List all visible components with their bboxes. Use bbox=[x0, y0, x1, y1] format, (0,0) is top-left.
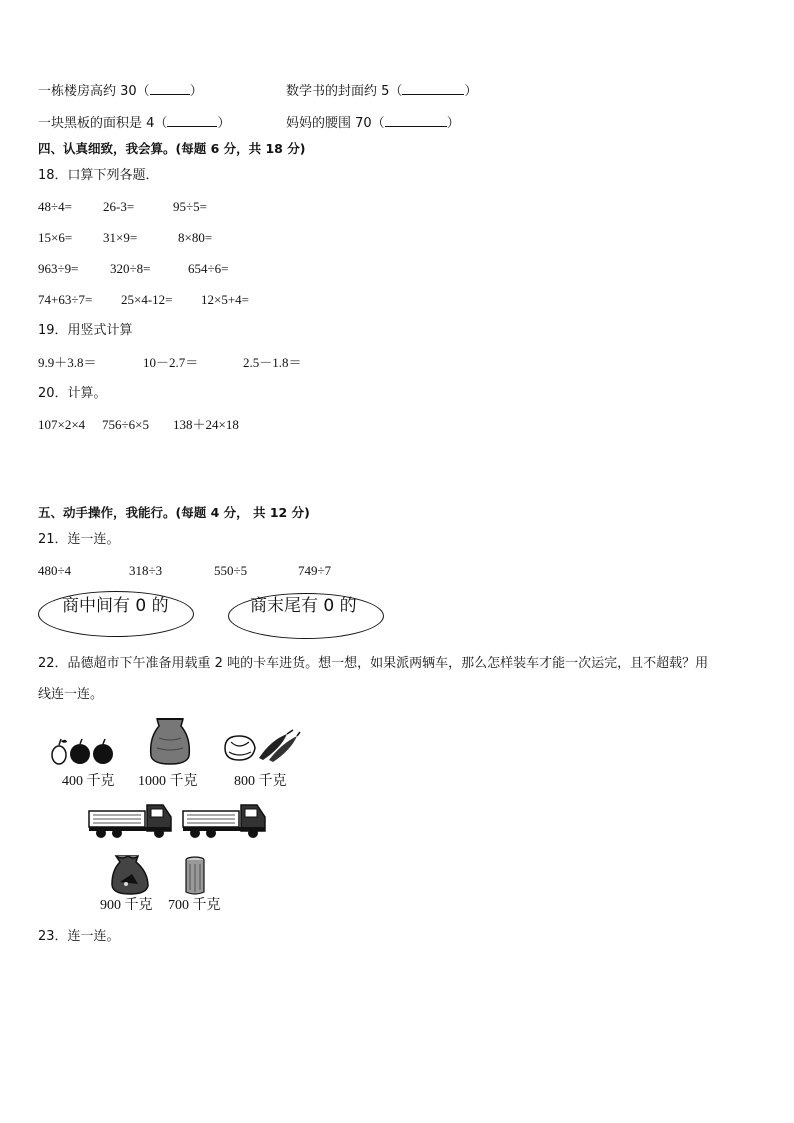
unit-question-building: 一栋楼房高约 30（ ） bbox=[38, 84, 203, 99]
oval-label: 商末尾有 0 的 bbox=[250, 596, 357, 616]
unit-question-text: 妈妈的腰围 70（ bbox=[286, 116, 385, 131]
q18-expression: 95÷5= bbox=[173, 199, 207, 214]
q22-text-line2: 线连一连。 bbox=[38, 687, 104, 702]
q21-expression: 550÷5 bbox=[214, 563, 248, 578]
q18-expression: 963÷9= bbox=[38, 261, 79, 276]
q18-expression: 26-3= bbox=[103, 199, 135, 214]
oval-label: 商中间有 0 的 bbox=[62, 596, 169, 616]
q21-expression: 318÷3 bbox=[129, 563, 163, 578]
unit-question-text: 数学书的封面约 5（ bbox=[286, 84, 403, 99]
q20-expression: 756÷6×5 bbox=[102, 417, 149, 432]
section-4-heading: 四、认真细致，我会算。(每题 6 分，共 18 分) bbox=[38, 141, 306, 156]
unit-question-blackboard: 一块黑板的面积是 4（ ） bbox=[38, 116, 231, 131]
q18-title: 18．口算下列各题． bbox=[38, 168, 159, 183]
unit-question-waist: 妈妈的腰围 70（ ） bbox=[286, 116, 460, 131]
q18-expression: 8×80= bbox=[178, 230, 213, 245]
q18-expression: 654÷6= bbox=[188, 261, 229, 276]
q18-expression: 25×4-12= bbox=[121, 292, 173, 307]
q20-title: 20．计算。 bbox=[38, 386, 107, 401]
q22-text-line1: 22．品德超市下午准备用载重 2 吨的卡车进货。想一想，如果派两辆车，那么怎样装车才能一次运完，且不超载？用 bbox=[38, 656, 709, 671]
q19-expression: 9.9＋3.8＝ bbox=[38, 355, 97, 370]
unit-question-text: 一栋楼房高约 30（ bbox=[38, 84, 150, 99]
q18-expression: 31×9= bbox=[103, 230, 138, 245]
sack-icon[interactable] bbox=[147, 716, 193, 766]
truck-icon-1[interactable] bbox=[87, 801, 173, 841]
fruit-icon[interactable] bbox=[49, 736, 121, 766]
vegetable-icon[interactable] bbox=[221, 728, 301, 764]
q18-expression: 48÷4= bbox=[38, 199, 72, 214]
unit-question-book-cover: 数学书的封面约 5（ ） bbox=[286, 84, 478, 99]
goods-weight-label: 800 千克 bbox=[234, 774, 287, 789]
truck-icon-2[interactable] bbox=[181, 801, 267, 841]
q18-expression: 320÷8= bbox=[110, 261, 151, 276]
q21-title: 21．连一连。 bbox=[38, 532, 120, 547]
goods-weight-label: 900 千克 bbox=[100, 898, 153, 913]
q21-expression: 749÷7 bbox=[298, 563, 332, 578]
goods-weight-label: 1000 千克 bbox=[138, 774, 198, 789]
q23-title: 23．连一连。 bbox=[38, 929, 120, 944]
answer-blank[interactable] bbox=[402, 93, 464, 95]
q19-title: 19．用竖式计算 bbox=[38, 323, 133, 338]
answer-blank[interactable] bbox=[167, 125, 217, 127]
goods-weight-label: 400 千克 bbox=[62, 774, 115, 789]
q21-expression: 480÷4 bbox=[38, 563, 72, 578]
q20-expression: 138＋24×18 bbox=[173, 417, 239, 432]
goods-weight-label: 700 千克 bbox=[168, 898, 221, 913]
unit-question-text: 一块黑板的面积是 4（ bbox=[38, 116, 168, 131]
answer-blank[interactable] bbox=[150, 93, 190, 95]
q18-expression: 15×6= bbox=[38, 230, 73, 245]
q19-expression: 10－2.7＝ bbox=[143, 355, 199, 370]
q18-expression: 12×5+4= bbox=[201, 292, 249, 307]
q19-expression: 2.5－1.8＝ bbox=[243, 355, 302, 370]
barrel-icon[interactable] bbox=[183, 856, 207, 896]
section-5-heading: 五、动手操作，我能行。(每题 4 分， 共 12 分) bbox=[38, 505, 310, 520]
bag-icon[interactable] bbox=[108, 854, 152, 896]
q18-expression: 74+63÷7= bbox=[38, 292, 93, 307]
answer-blank[interactable] bbox=[385, 125, 447, 127]
q20-expression: 107×2×4 bbox=[38, 417, 86, 432]
